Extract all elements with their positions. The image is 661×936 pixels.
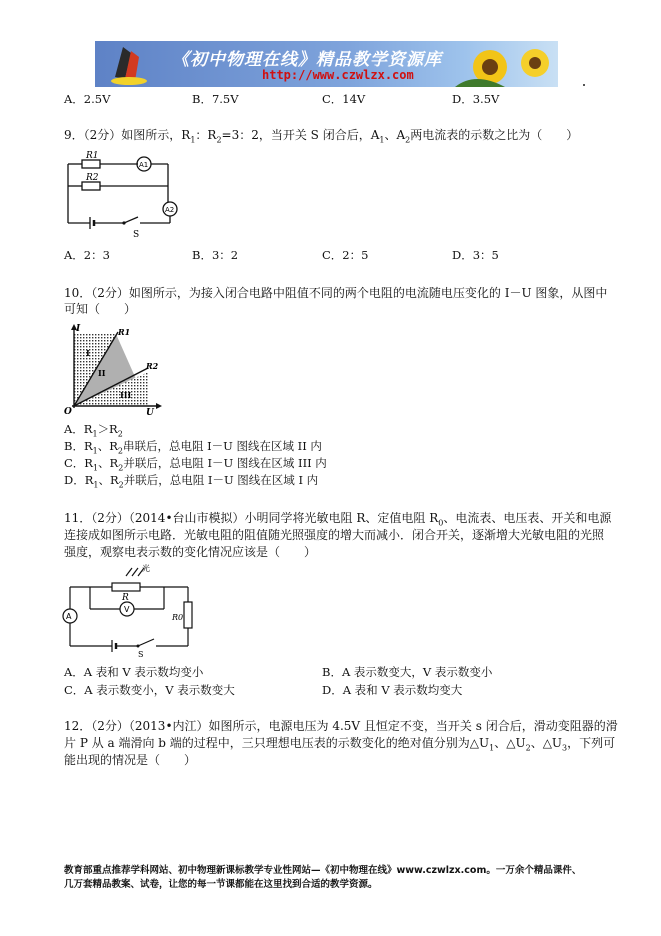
q9-option-c: C．2：5 xyxy=(322,248,369,262)
q8-option-d: D．3.5V xyxy=(452,92,500,106)
q8-option-b: B．7.5V xyxy=(192,92,239,106)
q9-circuit-diagram xyxy=(60,148,190,240)
q11-v-label: V xyxy=(124,605,130,614)
q10-origin-label: O xyxy=(64,407,72,416)
q9-stem: 9．（2分）如图所示，$R_1$：$R_2=3$：2，当开关 S 闭合后，$A_1$、$A_2$两电流表的示数之比为（ ） xyxy=(64,128,579,145)
q10-i-axis-label: I xyxy=(76,324,81,334)
dot xyxy=(583,84,585,86)
q9-a2-label: A2 xyxy=(165,206,175,214)
q11-s-label: S xyxy=(138,650,144,658)
q10-option-a: A．$R_1>R_2$ xyxy=(64,422,123,439)
q8-option-c: C．14V xyxy=(322,92,366,106)
q8-option-a: A．2.5V xyxy=(64,92,111,106)
footer-line2: 几万套精品教案、试卷，让您的每一节课都能在这里找到合适的教学资源。 xyxy=(64,879,378,890)
q10-iu-graph xyxy=(62,322,166,416)
q11-stem-line2: 连接成如图所示电路．光敏电阻的阻值随光照强度的增大而减小．闭合开关，逐渐增大光敏电阻的光照 xyxy=(64,528,605,542)
q10-stem-line2: 可知（ ） xyxy=(64,302,137,316)
q11-option-b: B．A 表示数变大，V 表示数变小 xyxy=(322,665,493,679)
sunflower-icon xyxy=(455,49,549,87)
q11-option-c: C．A 表示数变小，V 表示数变大 xyxy=(64,683,235,697)
q11-option-d: D．A 表和 V 表示数均变大 xyxy=(322,683,463,697)
q9-a1-label: A1 xyxy=(139,161,149,169)
banner-title: 《初中物理在线》精品教学资源库 xyxy=(172,50,442,70)
q11-circuit-diagram xyxy=(60,562,200,658)
q10-u-axis-label: U xyxy=(146,408,154,416)
q11-stem-line1: 11．（2分）（2014•台山市模拟）小明同学将光敏电阻 R、定值电阻 $R_0$、电流表、电压表、开关和电源 xyxy=(64,511,612,528)
banner-url[interactable]: http://www.czwlzx.com xyxy=(262,68,414,82)
q12-stem-line2: 片 P 从 a 端滑向 b 端的过程中，三只理想电压表的示数变化的绝对值分别为$\triangle U_1$、$\triangle U_2$、$\triangle U_3$，下列可 xyxy=(64,736,616,753)
q10-region2-label: II xyxy=(98,368,106,378)
q10-option-b: B．$R_1$、$R_2$串联后，总电阻 I－U 图线在区域 II 内 xyxy=(64,439,322,456)
q10-stem-line1: 10．（2分）如图所示，为接入闭合电路中阻值不同的两个电阻的电流随电压变化的 I－U 图象，从图中 xyxy=(64,286,608,300)
q9-option-a: A．2：3 xyxy=(64,248,110,262)
q10-region1-label: I xyxy=(86,348,90,358)
q9-r1-label: R1 xyxy=(86,151,99,161)
q10-option-d: D．$R_1$、$R_2$并联后，总电阻 I－U 图线在区域 I 内 xyxy=(64,473,319,490)
q10-r2-label: R2 xyxy=(146,361,159,371)
q12-stem-line1: 12．（2分）（2013•内江）如图所示，电源电压为 4.5V 且恒定不变，当开关 s 闭合后，滑动变阻器的滑 xyxy=(64,719,618,733)
q10-r1-label: R1 xyxy=(118,327,131,337)
q9-r2-label: R2 xyxy=(86,173,99,183)
q11-a-label: A xyxy=(66,612,72,621)
q10-region3-label: III xyxy=(120,390,132,400)
q9-option-b: B．3：2 xyxy=(192,248,239,262)
q10-option-c: C．$R_1$、$R_2$并联后，总电阻 I－U 图线在区域 III 内 xyxy=(64,456,327,473)
q12-stem-line3: 能出现的情况是（ ） xyxy=(64,753,197,767)
q9-s-label: S xyxy=(133,230,140,240)
q9-option-d: D．3：5 xyxy=(452,248,499,262)
logo-icon xyxy=(111,47,147,85)
q11-r-label: R xyxy=(122,593,129,603)
q11-option-a: A．A 表和 V 表示数均变小 xyxy=(64,665,204,679)
footer-line1: 教育部重点推荐学科网站、初中物理新课标教学专业性网站—《初中物理在线》www.czwlzx.com。一万余个精品课件、 xyxy=(64,865,582,876)
q11-r0-label: R0 xyxy=(172,613,184,622)
q11-light-label: 光 xyxy=(142,564,150,573)
q11-stem-line3: 强度，观察电表示数的变化情况应该是（ ） xyxy=(64,545,317,559)
